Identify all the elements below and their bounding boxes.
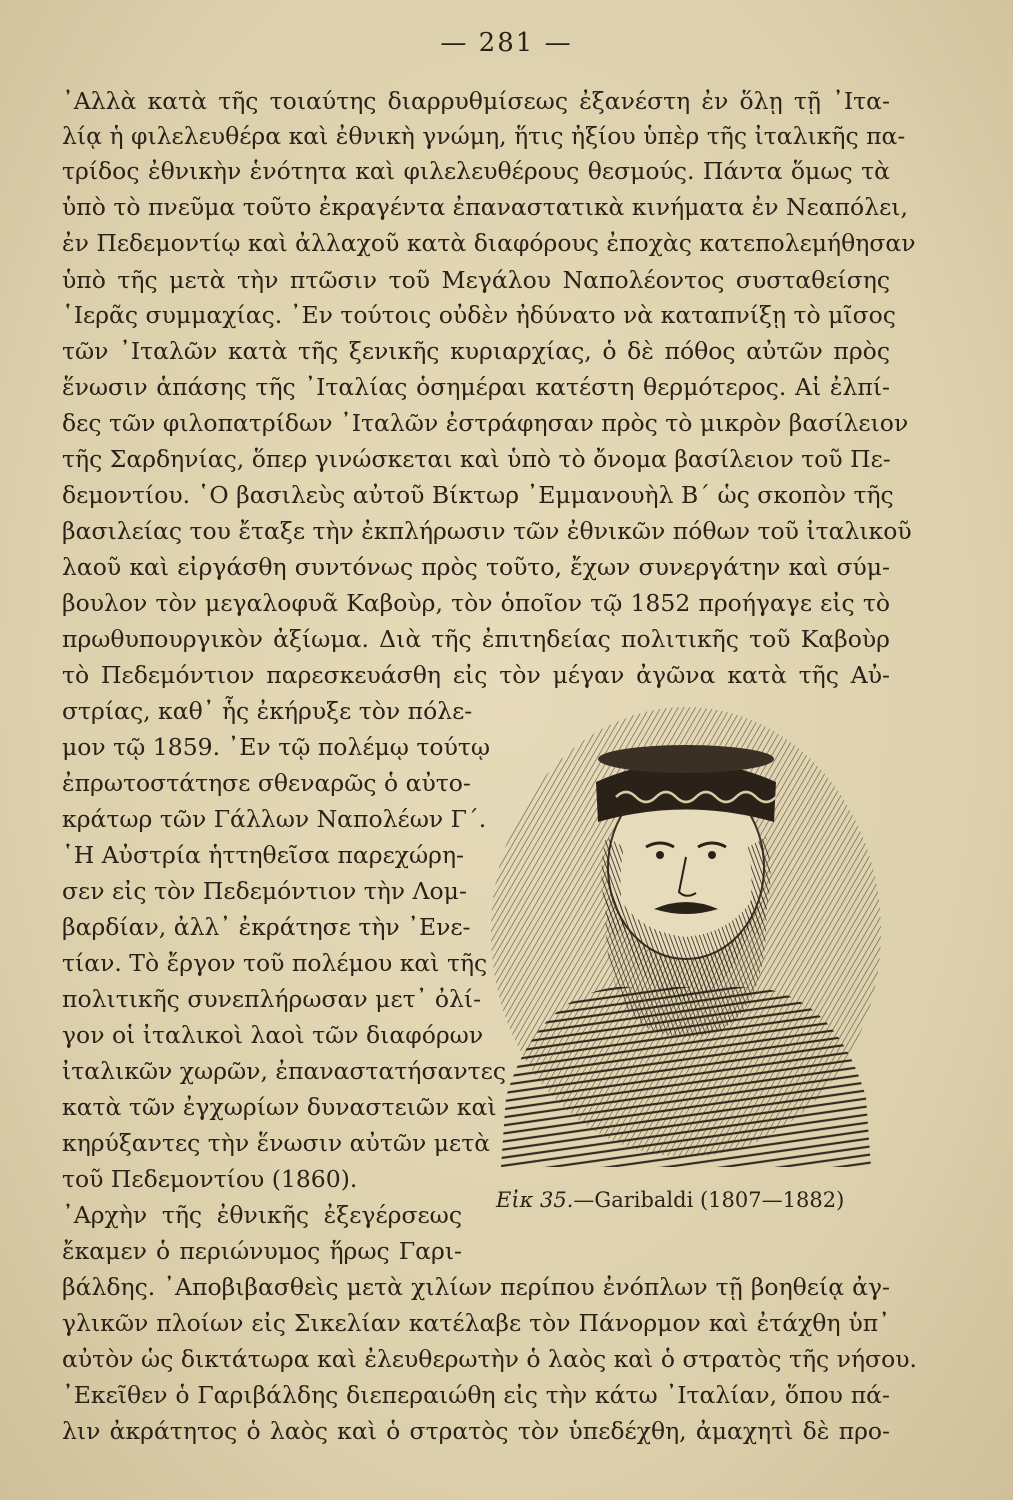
text-line: αὐτὸν ὡς δικτάτωρα καὶ ἐλευθερωτὴν ὁ λαὸς καὶ ὁ στρατὸς τῆς νήσου. [62,1345,917,1373]
text-line: γλικῶν πλοίων εἰς Σικελίαν κατέλαβε τὸν Πάνορμον καὶ ἐτάχθη ὑπ᾿ [62,1309,890,1337]
text-line: γον οἱ ἰταλικοὶ λαοὶ τῶν διαφόρων [62,1021,484,1049]
text-line: βουλον τὸν μεγαλοφυᾶ Καβοὺρ, τὸν ὁποῖον τῷ 1852 προήγαγε εἰς τὸ [62,589,890,617]
page-number: — 281 — [440,28,573,58]
figure-label: Εἰκ 35. [496,1188,574,1212]
text-line: ῾Η Αὐστρία ἡττηθεῖσα παρεχώρη- [62,841,465,869]
text-line: βαρδίαν, ἀλλ᾿ ἐκράτησε τὴν ᾿Ενε- [62,913,471,941]
text-line: ἐπρωτοστάτησε σθεναρῶς ὁ αὐτο- [62,769,471,797]
text-line: σεν εἰς τὸν Πεδεμόντιον τὴν Λομ- [62,877,467,905]
portrait-figure [476,697,896,1187]
text-line: κηρύξαντες τὴν ἕνωσιν αὐτῶν μετὰ [62,1129,491,1157]
text-line: δεμοντίου. ῾Ο βασιλεὺς αὐτοῦ Βίκτωρ ᾿Εμμανουὴλ Β´ ὡς σκοπὸν τῆς [62,481,894,509]
text-line: πρωθυπουργικὸν ἀξίωμα. Διὰ τῆς ἐπιτηδείας πολιτικῆς τοῦ Καβοὺρ [62,625,890,653]
figure-caption [496,1187,896,1213]
text-line: μον τῷ 1859. ᾿Εν τῷ πολέμῳ τούτῳ [62,733,491,761]
text-line: δες τῶν φιλοπατρίδων ᾿Ιταλῶν ἐστράφησαν πρὸς τὸ μικρὸν βασίλειον [62,409,909,437]
text-line: λιν ἀκράτητος ὁ λαὸς καὶ ὁ στρατὸς τὸν ὑπεδέχθη, ἀμαχητὶ δὲ προ- [62,1417,890,1445]
garibaldi-portrait-engraving [476,697,896,1187]
text-line: ὑπὸ τὸ πνεῦμα τοῦτο ἐκραγέντα ἐπαναστατικὰ κινήματα ἐν Νεαπόλει, [62,193,908,221]
text-line: στρίας, καθ᾿ ἧς ἐκήρυξε τὸν πόλε- [62,697,473,725]
text-line: λαοῦ καὶ εἰργάσθη συντόνως πρὸς τοῦτο, ἔχων συνεργάτην καὶ σύμ- [62,553,890,581]
text-line: τὸ Πεδεμόντιον παρεσκευάσθη εἰς τὸν μέγαν ἀγῶνα κατὰ τῆς Αὐ- [62,661,890,689]
text-line: κράτωρ τῶν Γάλλων Ναπολέων Γ´. [62,805,487,833]
text-line: τίαν. Τὸ ἔργον τοῦ πολέμου καὶ τῆς [62,949,488,977]
text-line: κατὰ τῶν ἐγχωρίων δυναστειῶν καὶ [62,1093,497,1121]
figure-caption-text: —Garibaldi (1807—1882) [573,1188,845,1212]
text-line: ᾿Εκεῖθεν ὁ Γαριβάλδης διεπεραιώθη εἰς τὴν κάτω ᾿Ιταλίαν, ὅπου πά- [62,1381,890,1409]
text-line: ἕνωσιν ἁπάσης τῆς ᾿Ιταλίας ὁσημέραι κατέστη θερμότερος. Αἱ ἐλπί- [62,373,890,401]
text-line: ᾿Αλλὰ κατὰ τῆς τοιαύτης διαρρυθμίσεως ἐξανέστη ἐν ὅλῃ τῇ ᾿Ιτα- [62,87,890,115]
text-line: τῆς Σαρδηνίας, ὅπερ γινώσκεται καὶ ὑπὸ τὸ ὄνομα βασίλειον τοῦ Πε- [62,445,891,473]
text-line: βασιλείας του ἔταξε τὴν ἐκπλήρωσιν τῶν ἐθνικῶν πόθων τοῦ ἰταλικοῦ [62,517,912,545]
text-line: πολιτικῆς συνεπλήρωσαν μετ᾿ ὀλί- [62,985,482,1013]
text-line: βάλδης. ᾿Αποβιβασθεὶς μετὰ χιλίων περίπου ἐνόπλων τῇ βοηθείᾳ ἀγ- [62,1273,890,1301]
text-line: τῶν ᾿Ιταλῶν κατὰ τῆς ξενικῆς κυριαρχίας, ὁ δὲ πόθος αὐτῶν πρὸς [62,337,890,365]
text-line: ὑπὸ τῆς μετὰ τὴν πτῶσιν τοῦ Μεγάλου Ναπολέοντος συσταθείσης [62,266,890,294]
text-line: λίᾳ ἡ φιλελευθέρα καὶ ἐθνικὴ γνώμη, ἥτις ἠξίου ὑπὲρ τῆς ἰταλικῆς πα- [62,122,906,150]
text-line: ᾿Αρχὴν τῆς ἐθνικῆς ἐξεγέρσεως [62,1201,462,1229]
text-line: ἐν Πεδεμοντίῳ καὶ ἀλλαχοῦ κατὰ διαφόρους ἐποχὰς κατεπολεμήθησαν [62,229,916,257]
text-line: ῾Ιερᾶς συμμαχίας. ᾿Εν τούτοις οὐδὲν ἠδύνατο νὰ καταπνίξῃ τὸ μῖσος [62,301,896,329]
text-line: τοῦ Πεδεμοντίου (1860). [62,1165,358,1193]
text-line: ἰταλικῶν χωρῶν, ἐπαναστατήσαντες [62,1057,507,1085]
text-line: ἔκαμεν ὁ περιώνυμος ἥρως Γαρι- [62,1237,462,1265]
text-line: τρίδος ἐθνικὴν ἑνότητα καὶ φιλελευθέρους θεσμούς. Πάντα ὅμως τὰ [62,157,890,185]
